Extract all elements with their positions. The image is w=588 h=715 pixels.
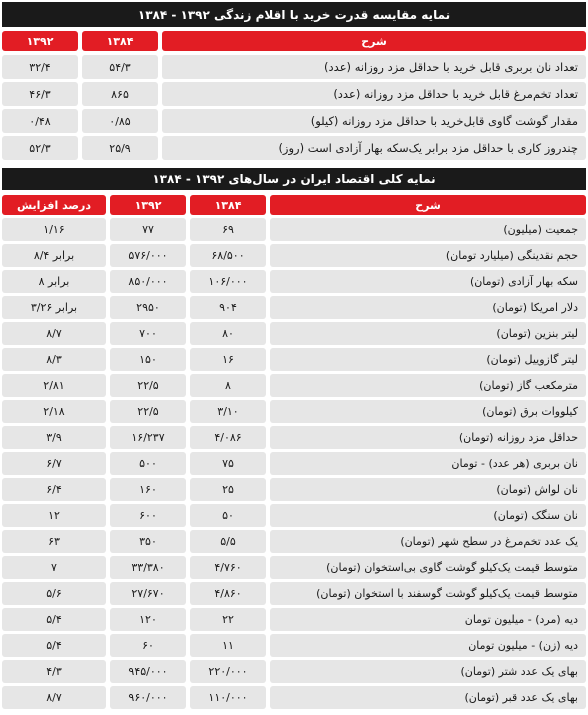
table2-cell-1392: ۲۲/۵ bbox=[110, 400, 186, 423]
table2-cell-1384: ۱۱ bbox=[190, 634, 266, 657]
table2-cell-growth: ۸/۷ bbox=[2, 322, 106, 345]
table2-header-1384: ۱۳۸۴ bbox=[190, 195, 266, 215]
table2-cell-1392: ۲۲/۵ bbox=[110, 374, 186, 397]
table2-cell-desc: جمعیت (میلیون) bbox=[270, 218, 586, 241]
table2-cell-growth: ۵/۶ bbox=[2, 582, 106, 605]
table2-cell-1392: ۸۵۰/۰۰۰ bbox=[110, 270, 186, 293]
table1-cell-desc: تعداد نان بربری قابل خرید با حداقل مزد روزانه (عدد) bbox=[162, 55, 586, 79]
table2-cell-growth: ۲/۱۸ bbox=[2, 400, 106, 423]
table2-cell-1384: ۲۲ bbox=[190, 608, 266, 631]
table1-cell-desc: مقدار گوشت گاوی قابل‌خرید با حداقل مزد روزانه (کیلو) bbox=[162, 109, 586, 133]
table2-cell-growth: ۶/۴ bbox=[2, 478, 106, 501]
table2-cell-1384: ۳/۱۰ bbox=[190, 400, 266, 423]
table2-cell-desc: دیه (زن) - میلیون تومان bbox=[270, 634, 586, 657]
table1-cell-1384: ۰/۸۵ bbox=[82, 109, 158, 133]
table2-cell-1392: ۶۰۰ bbox=[110, 504, 186, 527]
table2-cell-desc: بهای یک عدد قبر (تومان) bbox=[270, 686, 586, 709]
table2-cell-1384: ۱۶ bbox=[190, 348, 266, 371]
table2-cell-growth: ۶۳ bbox=[2, 530, 106, 553]
table2-cell-desc: دیه (مرد) - میلیون تومان bbox=[270, 608, 586, 631]
table2-cell-1392: ۲۹۵۰ bbox=[110, 296, 186, 319]
table2-cell-desc: لیتر گازوییل (تومان) bbox=[270, 348, 586, 371]
table1-cell-1392: ۰/۴۸ bbox=[2, 109, 78, 133]
table1-header-1392: ۱۳۹۲ bbox=[2, 31, 78, 51]
table2-cell-1392: ۶۰ bbox=[110, 634, 186, 657]
table1-cell-1384: ۵۴/۳ bbox=[82, 55, 158, 79]
table2-cell-growth: ۲/۸۱ bbox=[2, 374, 106, 397]
table2-cell-1384: ۵/۵ bbox=[190, 530, 266, 553]
table2-cell-1384: ۸۰ bbox=[190, 322, 266, 345]
table1-cell-desc: تعداد تخم‌مرغ قابل خرید با حداقل مزد روزانه (عدد) bbox=[162, 82, 586, 106]
table2-cell-1384: ۱۱۰/۰۰۰ bbox=[190, 686, 266, 709]
table2-cell-1384: ۶۸/۵۰۰ bbox=[190, 244, 266, 267]
table2-cell-growth: ۶/۷ bbox=[2, 452, 106, 475]
table2-cell-1384: ۶۹ bbox=[190, 218, 266, 241]
table2-header-desc: شرح bbox=[270, 195, 586, 215]
table2-cell-growth: ۸/۴ برابر bbox=[2, 244, 106, 267]
table2-cell-1392: ۷۷ bbox=[110, 218, 186, 241]
table2-cell-1392: ۳۳/۳۸۰ bbox=[110, 556, 186, 579]
table2-cell-1392: ۱۲۰ bbox=[110, 608, 186, 631]
table2-cell-growth: ۸ برابر bbox=[2, 270, 106, 293]
table2-header-1392: ۱۳۹۲ bbox=[110, 195, 186, 215]
table2-cell-1392: ۹۶۰/۰۰۰ bbox=[110, 686, 186, 709]
table2-header-growth: درصد افزایش bbox=[2, 195, 106, 215]
table2-cell-growth: ۳/۹ bbox=[2, 426, 106, 449]
table2-cell-desc: مترمکعب گاز (تومان) bbox=[270, 374, 586, 397]
table2-cell-desc: حداقل مزد روزانه (تومان) bbox=[270, 426, 586, 449]
table2-cell-1392: ۵۷۶/۰۰۰ bbox=[110, 244, 186, 267]
table1-cell-1392: ۳۲/۴ bbox=[2, 55, 78, 79]
table2-cell-desc: متوسط قیمت یک‌کیلو گوشت گاوی بی‌استخوان (تومان) bbox=[270, 556, 586, 579]
table1-cell-1384: ۸۶۵ bbox=[82, 82, 158, 106]
table2-cell-1384: ۲۵ bbox=[190, 478, 266, 501]
table1-title: نمایه مقایسه قدرت خرید با اقلام زندگی ۱۳۹۲ - ۱۳۸۴ bbox=[2, 2, 586, 27]
table2-title: نمایه کلی اقتصاد ایران در سال‌های ۱۳۹۲ - ۱۳۸۴ bbox=[2, 168, 586, 190]
table2-cell-1384: ۷۵ bbox=[190, 452, 266, 475]
table2-cell-growth: ۷ bbox=[2, 556, 106, 579]
table2-cell-desc: دلار امریکا (تومان) bbox=[270, 296, 586, 319]
table2-cell-growth: ۵/۴ bbox=[2, 634, 106, 657]
table2-cell-desc: کیلووات برق (تومان) bbox=[270, 400, 586, 423]
table2-cell-1384: ۴/۷۶۰ bbox=[190, 556, 266, 579]
table1-cell-1384: ۲۵/۹ bbox=[82, 136, 158, 160]
table2-cell-1392: ۱۶/۲۳۷ bbox=[110, 426, 186, 449]
table2-cell-growth: ۱/۱۶ bbox=[2, 218, 106, 241]
table2-cell-growth: ۸/۷ bbox=[2, 686, 106, 709]
table2-cell-desc: بهای یک عدد شتر (تومان) bbox=[270, 660, 586, 683]
table2-cell-1384: ۵۰ bbox=[190, 504, 266, 527]
table2-cell-1392: ۳۵۰ bbox=[110, 530, 186, 553]
table2-cell-1392: ۹۴۵/۰۰۰ bbox=[110, 660, 186, 683]
table2-cell-growth: ۵/۴ bbox=[2, 608, 106, 631]
table2-cell-desc: متوسط قیمت یک‌کیلو گوشت گوسفند با استخوان (تومان) bbox=[270, 582, 586, 605]
table2-cell-desc: سکه بهار آزادی (تومان) bbox=[270, 270, 586, 293]
table1-cell-1392: ۵۲/۳ bbox=[2, 136, 78, 160]
table2-cell-1392: ۲۷/۶۷۰ bbox=[110, 582, 186, 605]
table1-header-1384: ۱۳۸۴ bbox=[82, 31, 158, 51]
table1-header-desc: شرح bbox=[162, 31, 586, 51]
table2-cell-desc: لیتر بنزین (تومان) bbox=[270, 322, 586, 345]
table2-cell-1384: ۱۰۶/۰۰۰ bbox=[190, 270, 266, 293]
table2-cell-desc: حجم نقدینگی (میلیارد تومان) bbox=[270, 244, 586, 267]
table2-cell-1384: ۹۰۴ bbox=[190, 296, 266, 319]
table2-cell-desc: یک عدد تخم‌مرغ در سطح شهر (تومان) bbox=[270, 530, 586, 553]
table2-cell-1384: ۲۲۰/۰۰۰ bbox=[190, 660, 266, 683]
table2-cell-1392: ۱۵۰ bbox=[110, 348, 186, 371]
table1-cell-1392: ۴۶/۳ bbox=[2, 82, 78, 106]
table2-cell-1384: ۴/۰۸۶ bbox=[190, 426, 266, 449]
table2-cell-growth: ۸/۳ bbox=[2, 348, 106, 371]
table2-cell-1384: ۴/۸۶۰ bbox=[190, 582, 266, 605]
table2-cell-desc: نان لواش (تومان) bbox=[270, 478, 586, 501]
table2-cell-growth: ۴/۳ bbox=[2, 660, 106, 683]
table2-cell-desc: نان بربری (هر عدد) - تومان bbox=[270, 452, 586, 475]
table2-cell-desc: نان سنگک (تومان) bbox=[270, 504, 586, 527]
table2-cell-1392: ۵۰۰ bbox=[110, 452, 186, 475]
table2-cell-1384: ۸ bbox=[190, 374, 266, 397]
table2-cell-growth: ۳/۲۶ برابر bbox=[2, 296, 106, 319]
table2-cell-growth: ۱۲ bbox=[2, 504, 106, 527]
table2-cell-1392: ۷۰۰ bbox=[110, 322, 186, 345]
table2-cell-1392: ۱۶۰ bbox=[110, 478, 186, 501]
table1-cell-desc: چندروز کاری با حداقل مزد برابر یک‌سکه بهار آزادی است (روز) bbox=[162, 136, 586, 160]
